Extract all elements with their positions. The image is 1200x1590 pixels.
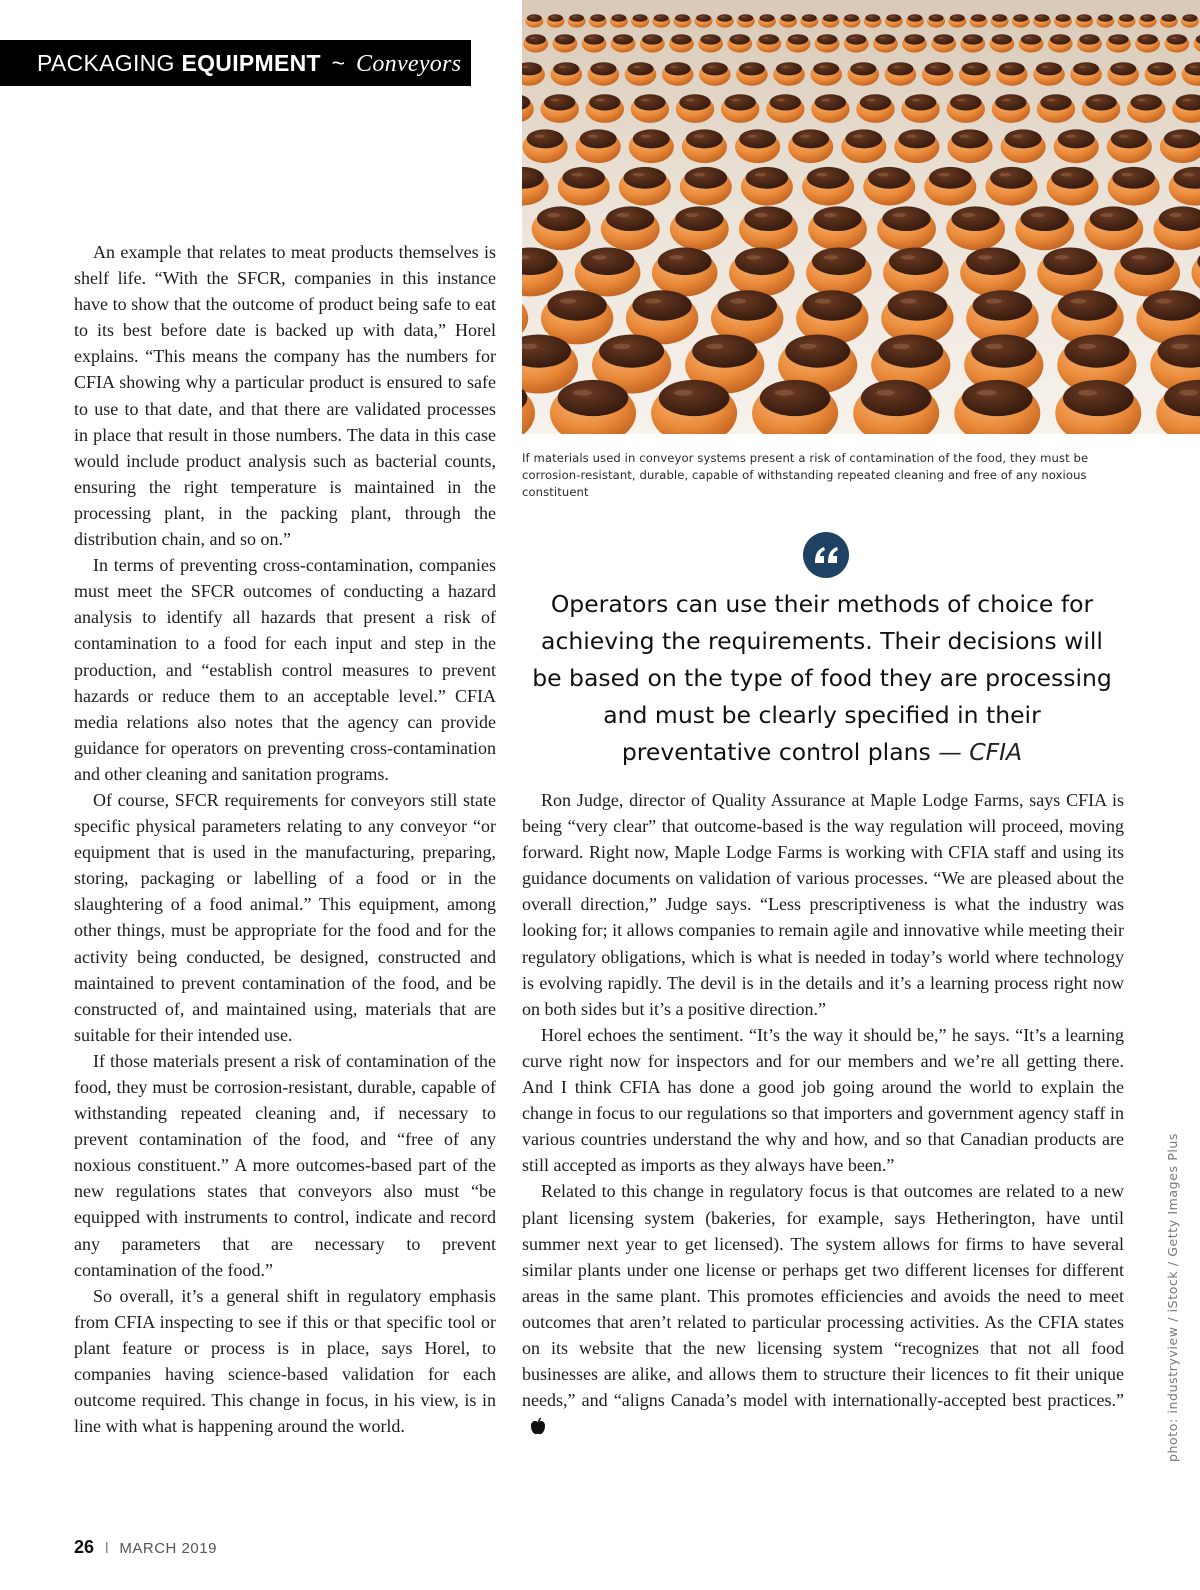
paragraph: Of course, SFCR requirements for conveyors still state specific physical parameters relating to any conveyor “or equipment that is used in the manufacturing, preparing, storing, packaging or labelling of a food or in the slaughtering of a food animal.” This equipment, among other things, must be appropriate for the food and for the activity being conducted, be designed, constructed and maintained to prevent contamination of the food, and be constructed of, and maintained using, materials that are suitable for their intended use. <box>74 789 496 1045</box>
paragraph <box>522 1178 1124 1439</box>
paragraph: So overall, it’s a general shift in regulatory emphasis from CFIA inspecting to see if this or that specific tool or plant feature or process is in place, says Horel, to companies having science-based validation for each outcome required. This change in focus, in his view, is in line with what is happening around the world. <box>74 1285 496 1437</box>
left-column <box>74 239 496 1439</box>
paragraph: In terms of preventing cross-contamination, companies must meet the SFCR outcomes of conducting a hazard analysis to identify all hazards that present a risk of contamination to a food for each input and step in the production, and “establish control measures to prevent hazards or reduce them to an acceptable level.” CFIA media relations also notes that the agency can provide guidance for operators on preventing cross-contamination and other cleaning and sanitation programs. <box>74 555 496 784</box>
footer-separator: I <box>104 1540 109 1557</box>
paragraph: Horel echoes the sentiment. “It’s the way it should be,” he says. “It’s a learning curve right now for inspectors and for our members and we’re all getting there. And I think CFIA has done a good job going around the world to explain the change in focus to our regulations so that importers and government agency staff in various countries understand the why and how, and so that Canadian products are still accepted as imports as they always have been.” <box>522 1024 1124 1176</box>
apple-end-mark-icon <box>530 1417 546 1435</box>
page-footer <box>74 1537 217 1558</box>
paragraph: Ron Judge, director of Quality Assurance at Maple Lodge Farms, says CFIA is being “very clear” that outcome-based is the way regulation will proceed, moving forward. Right now, Maple Lodge Farms is working with CFIA staff and using its guidance documents on validation of various processes. “We are pleased about the overall direction,” Judge says. “Less prescriptiveness is what the industry was looking for; it allows companies to remain agile and innovative while meeting their regulatory obligations, which is what is needed in today’s world where technology is evolving rapidly. The devil is in the details and it’s a learning process right now on both sides but it’s a positive direction.” <box>522 790 1124 1019</box>
paragraph-text: Related to this change in regulatory focus is that outcomes are related to a new plant licensing system (bakeries, for example, says Hetherington, have until summer next year to get licensed). The system allows for firms to have several similar plants under one license or perhaps get two different licenses for different areas in the same plant. This promotes efficiencies and avoids the need to meet outcomes that aren’t related to particular processing activities. As the CFIA states on its website that the new licensing system “recognizes that not all food businesses are alike, and allows them to structure their licences to fit their unique needs,” and “aligns Canada’s model with internationally-accepted best practices.” <box>522 1181 1124 1411</box>
issue-date: MARCH 2019 <box>119 1540 217 1557</box>
pull-quote <box>532 586 1112 771</box>
pull-quote-attribution: — CFIA <box>938 738 1023 766</box>
quote-icon <box>803 532 849 578</box>
photo-caption-text: If materials used in conveyor systems present a risk of contamination of the food, they must be corrosion-resistant, durable, capable of withstanding repeated cleaning and free of any noxious constituent <box>522 451 1089 499</box>
section-label: PACKAGING <box>37 50 175 76</box>
photo-caption <box>522 450 1102 501</box>
section-separator: ~ <box>331 50 346 76</box>
right-column <box>522 787 1124 1439</box>
paragraph: An example that relates to meat products themselves is shelf life. “With the SFCR, companies in this instance have to show that the outcome of product being safe to eat to its best before date is backed up with data,” Horel explains. “This means the company has the numbers for CFIA showing why a particular product is ensured to safe to use to that date, and that there are validated processes in place that result in those numbers. The data in this case would include product analysis such as bacterial counts, ensuring the right temperature is maintained in the processing plant, in the packing plant, through the distribution chain, and so on.” <box>74 242 496 550</box>
photo-credit: photo: industryview / iStock / Getty Images Plus <box>1165 1132 1180 1462</box>
section-header <box>0 40 471 86</box>
paragraph: If those materials present a risk of contamination of the food, they must be corrosion-resistant, durable, capable of withstanding repeated cleaning and, if necessary to prevent contamination of the food, and “free of any noxious constituent.” A more outcomes-based part of the new regulations states that conveyors also must “be equipped with instruments to control, indicate and record any parameters that are necessary to prevent contamination of the food.” <box>74 1050 496 1280</box>
section-label-bold: EQUIPMENT <box>181 50 321 76</box>
section-topic: Conveyors <box>356 51 462 77</box>
page-number: 26 <box>74 1537 95 1557</box>
conveyor-photo <box>522 0 1200 434</box>
conveyor-photo-illustration <box>522 0 1200 434</box>
pull-quote-text: Operators can use their methods of choice for achieving the requirements. Their decisions will be based on the type of food they are processing and must be clearly specified in their preventative control plans <box>532 590 1112 766</box>
